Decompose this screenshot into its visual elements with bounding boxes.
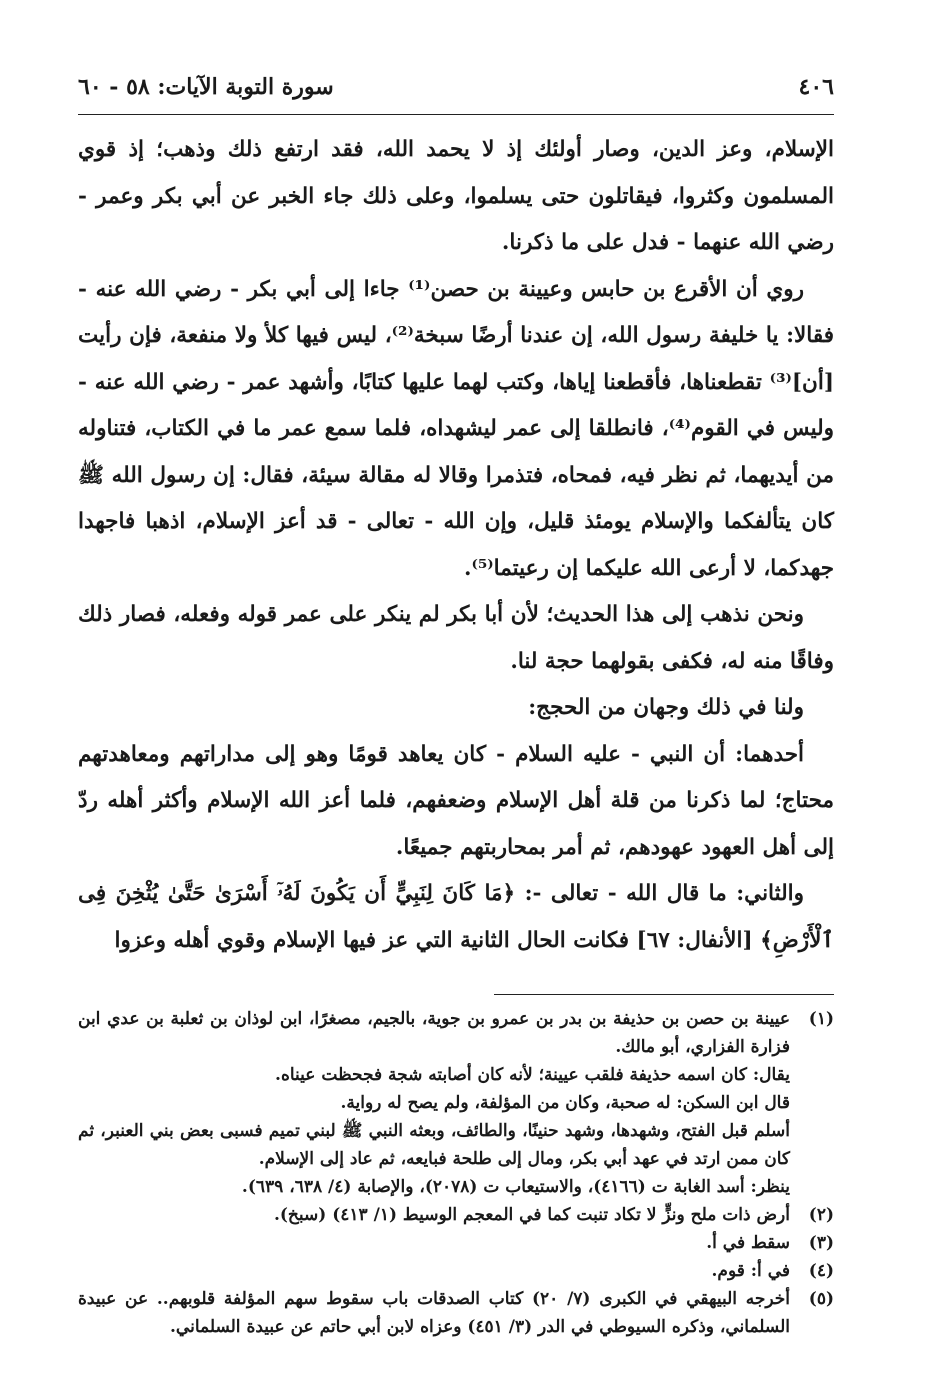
paragraph: ونحن نذهب إلى هذا الحديث؛ لأن أبا بكر لم ينكر على عمر قوله وفعله، فصار ذلك وفاقًا منه له، فكفى بقولهما حجة لنا. xyxy=(78,602,834,674)
paragraph: ولنا في ذلك وجهان من الحجج: xyxy=(528,695,804,720)
paragraph: روي أن الأقرع بن حابس وعيينة بن حصن⁽¹⁾ جاءا إلى أبي بكر - رضي الله عنه - فقالا: يا خليفة رسول الله، إن عندنا أرضًا سبخة⁽²⁾، ليس فيها كلأ ولا منفعة، فإن رأيت [أن]⁽³⁾ تقطعناها، فأقطعنا إياها، وكتب لهما عليها كتابًا، وأشهد عمر - رضي الله عنه - وليس في القوم⁽⁴⁾، فانطلقا إلى عمر ليشهداه، فلما سمع عمر ما في الكتاب، فتناوله من أيديهما، ثم نظر فيه، فمحاه، فتذمرا وقالا له مقالة سيئة، فقال: إن رسول الله ﷺ كان يتألفكما والإسلام يومئذ قليل، وإن الله - تعالى - قد أعز الإسلام، اذهبا فاجهدا جهدكما، لا أرعى الله عليكما إن رعيتما⁽⁵⁾. xyxy=(78,276,834,581)
footnote-text: سقط في أ. xyxy=(706,1233,790,1253)
main-text xyxy=(78,127,834,964)
footnote-number: (٣) xyxy=(808,1233,834,1253)
footnote-subline: يقال: كان اسمه حذيفة فلقب عيينة؛ لأنه كان أصابته شجة فجحظت عيناه. xyxy=(275,1065,790,1085)
footnote-subline: ينظر: أسد الغابة ت (٤١٦٦)، والاستيعاب ت (٢٠٧٨)، والإصابة (٤/ ٦٣٨، ٦٣٩). xyxy=(241,1177,790,1197)
footnote-text: أخرجه البيهقي في الكبرى (٧/ ٢٠) كتاب الصدقات باب سقوط سهم المؤلفة قلوبهم.. عن عبيدة السلماني، وذكره السيوطي في الدر (٣/ ٤٥١) وعزاه لابن أبي حاتم عن عبيدة السلماني. xyxy=(78,1289,790,1337)
footnote-subline: قال ابن السكن: له صحبة، وكان من المؤلفة، ولم يصح له رواية. xyxy=(340,1093,790,1113)
paragraph: والثاني: ما قال الله - تعالى -: ﴿مَا كَانَ لِنَبِيٍّ أَن يَكُونَ لَهُۥٓ أَسْرَىٰ حَتَّىٰ يُثْخِنَ فِى ٱلْأَرْضِ﴾ [الأنفال: ٦٧] فكانت الحال الثانية التي عز فيها الإسلام وقوي أهله وعزوا xyxy=(78,881,834,953)
footnote xyxy=(78,1201,834,1229)
footnote-text: أرض ذات ملح ونزٍّ لا تكاد تنبت كما في المعجم الوسيط (١/ ٤١٣) (سبخ). xyxy=(273,1205,790,1225)
footnote-number: (٢) xyxy=(808,1205,834,1225)
footnote-text: في أ: قوم. xyxy=(711,1261,790,1281)
paragraph: الإسلام، وعز الدين، وصار أولئك إذ لا يحمد الله، فقد ارتفع ذلك وذهب؛ إذ قوي المسلمون وكثروا، فيقاتلون حتى يسلموا، وعلى ذلك جاء الخبر عن أبي بكر وعمر - رضي الله عنهما - فدل على ما ذكرنا. xyxy=(78,137,834,255)
book-page xyxy=(78,70,834,1341)
footnote-number: (٤) xyxy=(808,1261,834,1281)
page-header xyxy=(78,70,834,115)
paragraph: أحدهما: أن النبي - عليه السلام - كان يعاهد قومًا وهو إلى مداراتهم ومعاهدتهم محتاج؛ لما ذكرنا من قلة أهل الإسلام وضعفهم، فلما أعز الله الإسلام وأكثر أهله ردّ إلى أهل العهود عهودهم، ثم أمر بمحاربتهم جميعًا. xyxy=(78,741,834,860)
footnote xyxy=(78,1257,834,1285)
page-number: ٤٠٦ xyxy=(798,74,834,100)
footnote-subline: أسلم قبل الفتح، وشهدها، وشهد حنينًا، والطائف، وبعثه النبي ﷺ لبني تميم فسبى بعض بني العنبر، ثم كان ممن ارتد في عهد أبي بكر، ومال إلى طلحة فبايعه، ثم عاد إلى الإسلام. xyxy=(78,1121,790,1169)
footnote-number: (١) xyxy=(808,1009,834,1029)
footnote-text: عيينة بن حصن بن حذيفة بن بدر بن عمرو بن جوية، بالجيم، مصغرًا، ابن لوذان بن ثعلبة بن عدي ابن فزارة الفزاري، أبو مالك. xyxy=(78,1009,791,1057)
footnote xyxy=(78,1229,834,1257)
footnote-number: (٥) xyxy=(808,1289,834,1309)
footnotes xyxy=(78,1005,834,1341)
footnote xyxy=(78,1285,834,1341)
footnote xyxy=(78,1005,834,1061)
footnote-separator xyxy=(494,994,834,995)
running-title: سورة التوبة الآيات: ٥٨ - ٦٠ xyxy=(78,74,334,100)
